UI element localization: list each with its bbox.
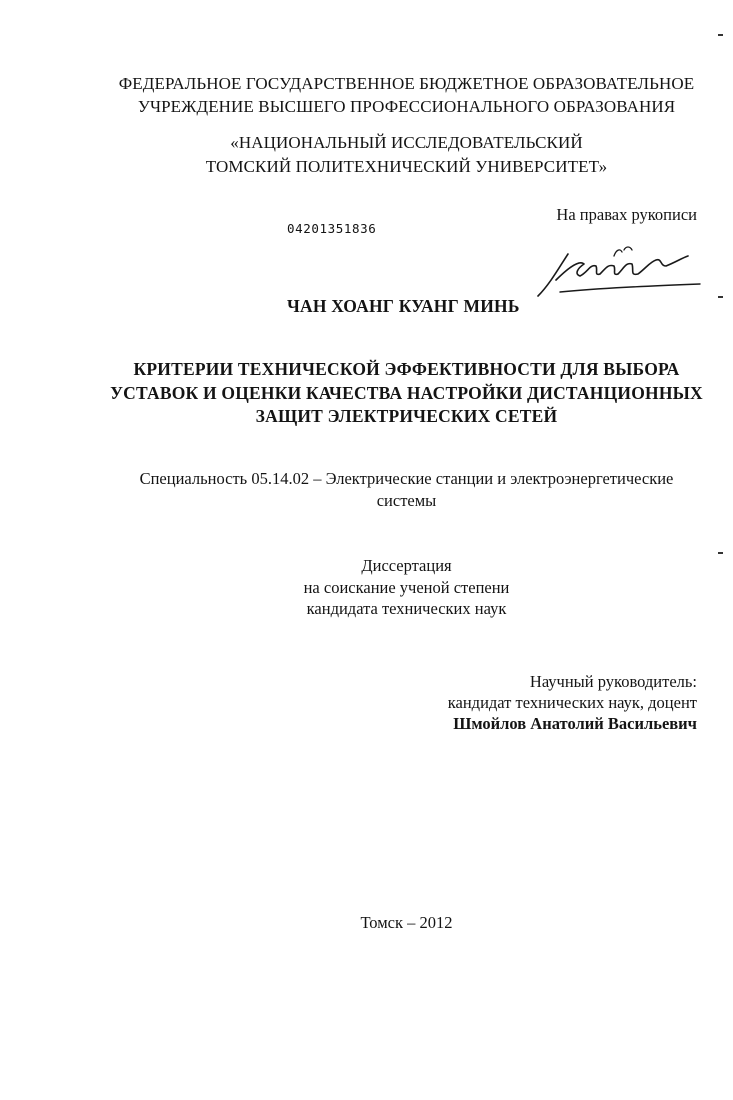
degree-line-3: кандидата технических наук <box>306 599 507 618</box>
org-line-1: ФЕДЕРАЛЬНОЕ ГОСУДАРСТВЕННОЕ БЮДЖЕТНОЕ ОБРАЗОВАТЕЛЬНОЕ <box>118 74 695 93</box>
supervisor-name: Шмойлов Анатолий Васильевич <box>453 714 697 733</box>
supervisor-rank: кандидат технических наук, доцент <box>447 693 697 712</box>
specialty-line-1: Специальность 05.14.02 – Электрические станции и электроэнергетические <box>139 469 674 488</box>
title-line-3: ЗАЩИТ ЭЛЕКТРИЧЕСКИХ СЕТЕЙ <box>255 406 558 426</box>
degree-line-1: Диссертация <box>361 556 452 575</box>
author-name: ЧАН ХОАНГ КУАНГ МИНЬ <box>287 296 520 316</box>
signature <box>530 236 710 306</box>
org-line-2: УЧРЕЖДЕНИЕ ВЫСШЕГО ПРОФЕССИОНАЛЬНОГО ОБРАЗОВАНИЯ <box>137 97 676 116</box>
specialty-line-2: системы <box>376 491 437 510</box>
university-line-2: ТОМСКИЙ ПОЛИТЕХНИЧЕСКИЙ УНИВЕРСИТЕТ» <box>205 157 608 176</box>
registration-number: 04201351836 <box>287 221 377 236</box>
scan-mark <box>718 552 723 554</box>
degree-line-2: на соискание ученой степени <box>303 578 510 597</box>
supervisor-label: Научный руководитель: <box>529 672 697 691</box>
title-line-2: УСТАВОК И ОЦЕНКИ КАЧЕСТВА НАСТРОЙКИ ДИСТАНЦИОННЫХ <box>110 383 703 403</box>
university-line-1: «НАЦИОНАЛЬНЫЙ ИССЛЕДОВАТЕЛЬСКИЙ <box>230 133 583 152</box>
scan-mark <box>718 296 723 298</box>
title-line-1: КРИТЕРИИ ТЕХНИЧЕСКОЙ ЭФФЕКТИВНОСТИ ДЛЯ ВЫБОРА <box>133 359 680 379</box>
city-year: Томск – 2012 <box>360 913 453 932</box>
scan-mark <box>718 34 723 36</box>
manuscript-note: На правах рукописи <box>556 205 697 224</box>
